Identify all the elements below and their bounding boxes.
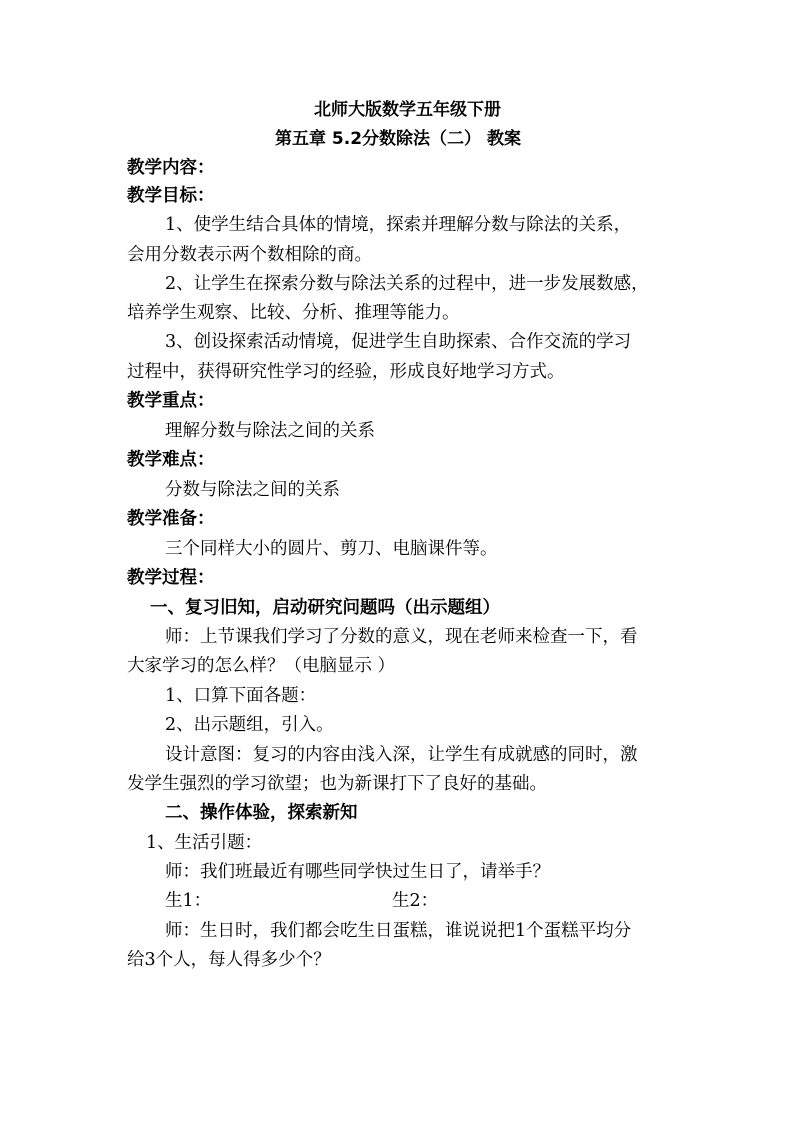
document-subtitle: 第五章 5.2分数除法（二） 教案: [275, 129, 521, 149]
key-points-heading: 教学重点：: [127, 391, 215, 411]
part-2-question-2-line-2: 给3个人，每人得多少个？: [127, 950, 331, 970]
part-1-design-line-1: 设计意图：复习的内容由浅入深，让学生有成就感的同时，激: [165, 745, 638, 765]
preparation-text: 三个同样大小的圆片、剪刀、电脑课件等。: [165, 539, 498, 559]
key-points-text: 理解分数与除法之间的关系: [165, 421, 375, 441]
goal-2-line-2: 培养学生观察、比较、分析、推理等能力。: [127, 303, 460, 323]
process-heading: 教学过程：: [127, 568, 215, 588]
goal-1-line-2: 会用分数表示两个数相除的商。: [127, 245, 372, 265]
content-heading: 教学内容：: [127, 158, 215, 178]
goal-3-line-1: 3、创设探索活动情境，促进学生自助探索、合作交流的学习: [165, 332, 632, 352]
goal-2-line-1: 2、让学生在探索分数与除法关系的过程中，进一步发展数感，: [165, 274, 649, 294]
goals-heading: 教学目标：: [127, 186, 215, 206]
goal-3-line-2: 过程中，获得研究性学习的经验，形成良好地学习方式。: [127, 362, 565, 382]
goal-1-line-1: 1、使学生结合具体的情境，探索并理解分数与除法的关系，: [165, 215, 632, 235]
difficult-points-text: 分数与除法之间的关系: [165, 480, 340, 500]
part-1-item-2: 2、出示题组，引入。: [165, 715, 334, 735]
part-2-student-1: 生1：: [165, 891, 212, 911]
preparation-heading: 教学准备：: [127, 509, 215, 529]
document-title: 北师大版数学五年级下册: [314, 100, 501, 120]
part-2-question-2-line-1: 师：生日时，我们都会吃生日蛋糕，谁说说把1个蛋糕平均分: [165, 921, 632, 941]
part-2-question-1: 师：我们班最近有哪些同学快过生日了，请举手？: [165, 862, 550, 882]
part-2-heading: 二、操作体验，探索新知: [165, 803, 358, 823]
part-2-item-1: 1、生活引题：: [146, 833, 263, 853]
part-2-student-2: 生2：: [392, 891, 439, 911]
part-1-paragraph-line-2: 大家学习的怎么样？（电脑显示 ）: [127, 656, 396, 676]
part-1-design-line-2: 发学生强烈的学习欲望；也为新课打下了良好的基础。: [127, 774, 547, 794]
part-1-heading: 一、复习旧知，启动研究问题吗（出示题组）: [150, 598, 500, 618]
part-1-item-1: 1、口算下面各题：: [165, 686, 317, 706]
part-1-paragraph-line-1: 师：上节课我们学习了分数的意义，现在老师来检查一下，看: [165, 627, 638, 647]
difficult-points-heading: 教学难点：: [127, 450, 215, 470]
